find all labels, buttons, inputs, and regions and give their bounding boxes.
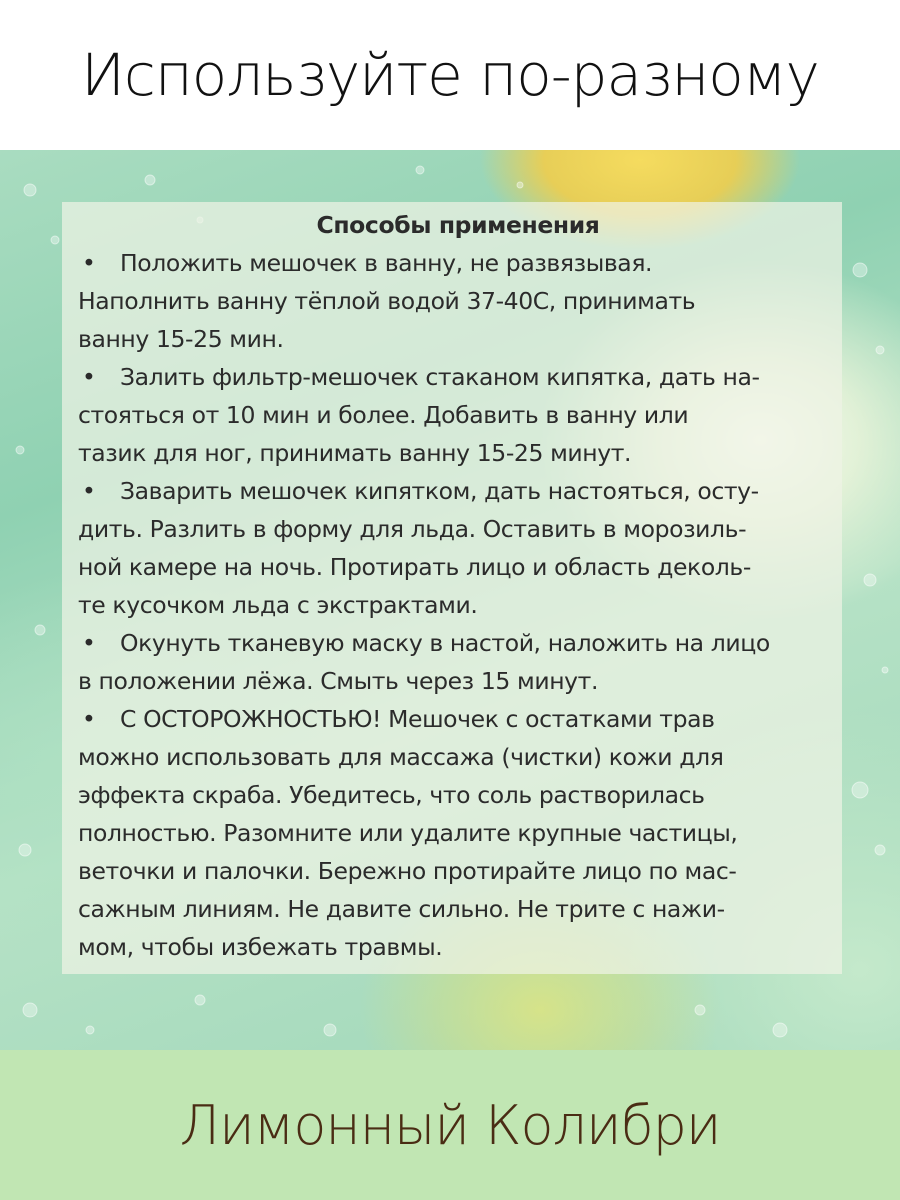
usage-item-2: • Залить фильтр-мешочек стаканом кипятка, дать на- стояться от 10 мин и более. Добавить в ванну или тазик для ног, принимать ванну 15-25 минут.	[78, 358, 838, 472]
background-photo	[0, 150, 900, 1050]
brand-name: Лимонный Колибри	[179, 1093, 721, 1157]
usage-item-3: • Заварить мешочек кипятком, дать настояться, осту- дить. Разлить в форму для льда. Оставить в морозиль- ной камере на ночь. Протирать лицо и область деколь- те кусочком льда с экстрактами.	[78, 472, 838, 624]
bullet-icon: •	[82, 629, 96, 657]
usage-text	[78, 206, 838, 966]
bullet-icon: •	[82, 705, 96, 733]
bullet-icon: •	[82, 249, 96, 277]
page-title: Используйте по-разному	[81, 41, 819, 109]
usage-item-5: • С ОСТОРОЖНОСТЬЮ! Мешочек с остатками трав можно использовать для массажа (чистки) кожи для эффекта скраба. Убедитесь, что соль растворилась полностью. Разомните или удалите крупные частицы, веточки и палочки. Бережно протирайте лицо по мас- сажным линиям. Не давите сильно. Не трите с нажи- мом, чтобы избежать травмы.	[78, 700, 838, 966]
usage-card	[62, 202, 842, 974]
bullet-icon: •	[82, 363, 96, 391]
header	[0, 0, 900, 150]
usage-item-4: • Окунуть тканевую маску в настой, наложить на лицо в положении лёжа. Смыть через 15 минут.	[78, 624, 838, 700]
usage-title: Способы применения	[316, 211, 600, 239]
footer	[0, 1050, 900, 1200]
usage-item-1: • Положить мешочек в ванну, не развязывая. Наполнить ванну тёплой водой 37-40С, принимать ванну 15-25 мин.	[78, 244, 838, 358]
bullet-icon: •	[82, 477, 96, 505]
